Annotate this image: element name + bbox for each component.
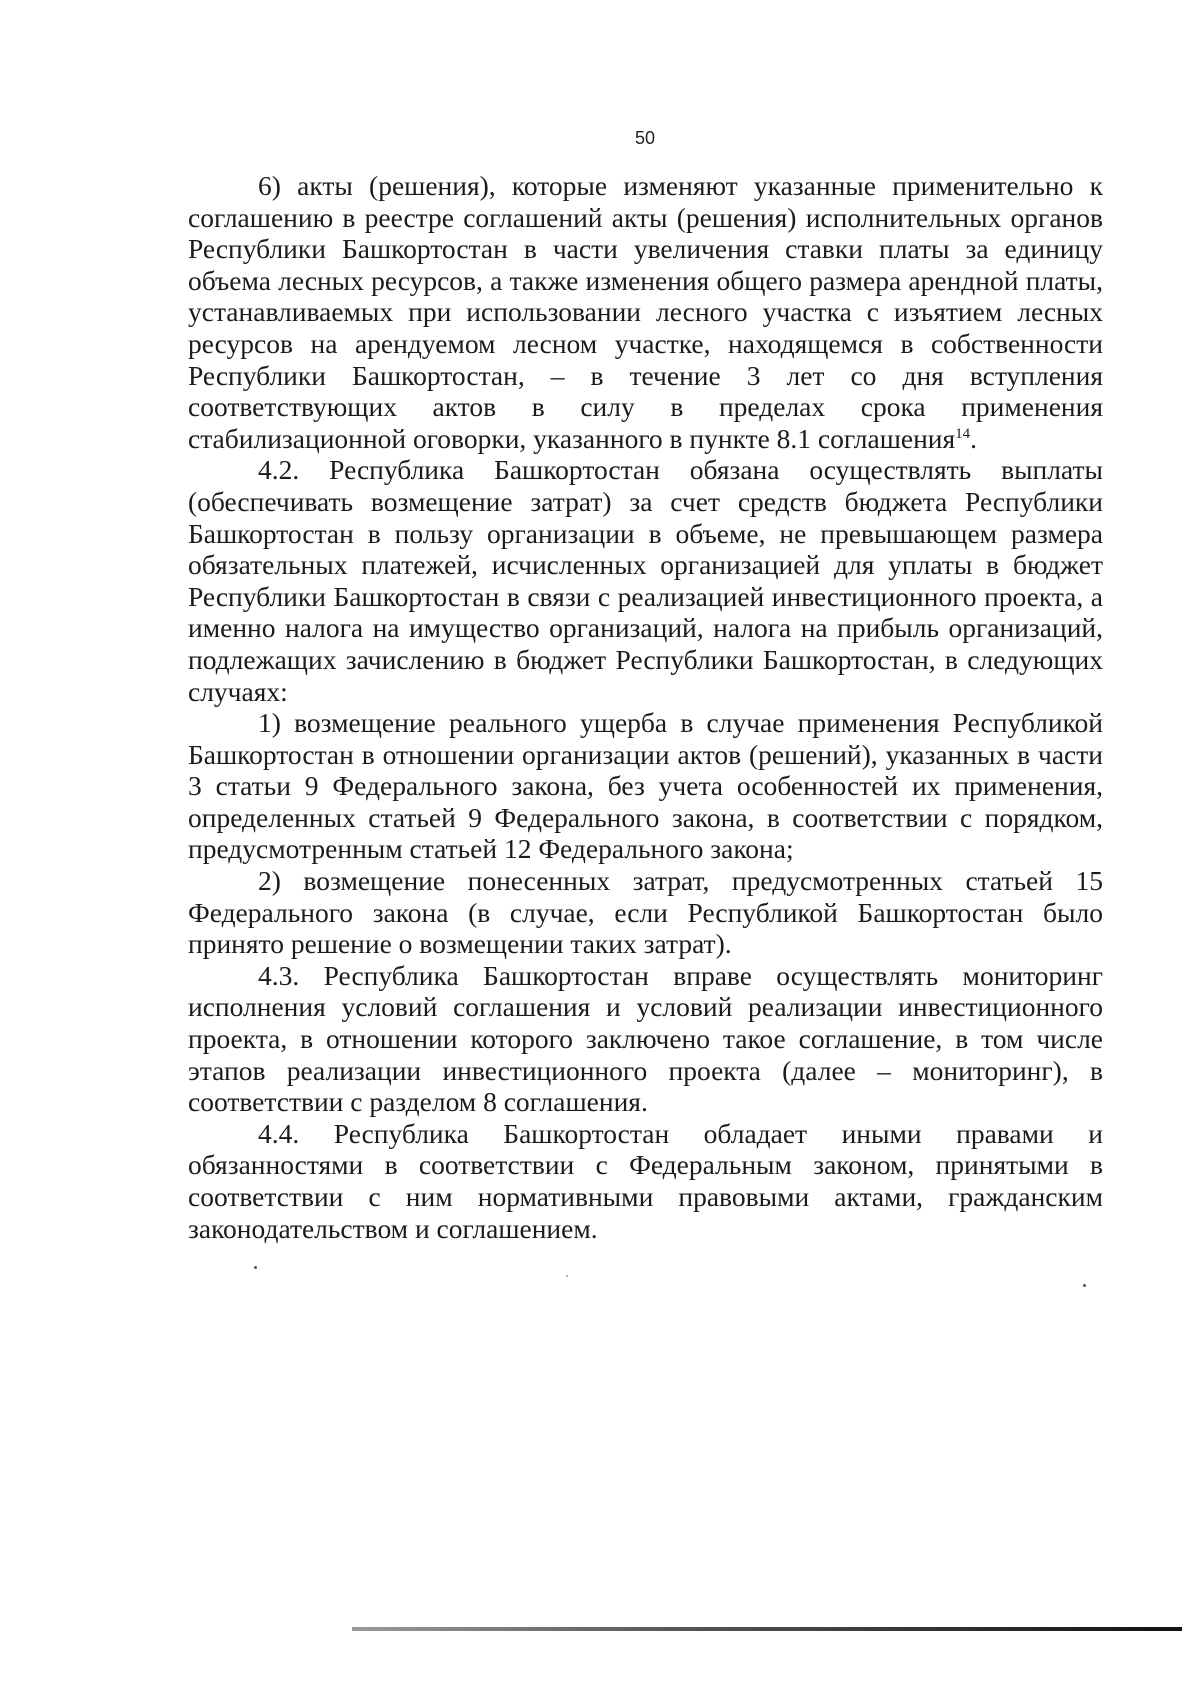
paragraph-4-2-item-1: 1) возмещение реального ущерба в случае применения Республикой Башкортостан в отношении организации актов (решений), указанных в части 3 статьи 9 Федерального закона, без учета особенностей их применения, определенных статьей 9 Федерального закона, в соответствии с порядком, предусмотренным статьей 12 Федерального закона; — [188, 707, 1103, 865]
paragraph-text: 6) акты (решения), которые изменяют указанные применительно к соглашению в реестре соглашений акты (решения) исполнительных органов Республики Башкортостан в части увеличения ставки платы за единицу объема лесных ресурсов, а также изменения общего размера арендной платы, устанавливаемых при использовании лесного участка с изъятием лесных ресурсов на арендуемом лесном участке, находящемся в собственности Республики Башкортостан, – в течение 3 лет со дня вступления соответствующих актов в силу в пределах срока применения стабилизационной оговорки, указанного в пункте 8.1 соглашения — [188, 170, 1103, 454]
footnote-marker: 14 — [955, 425, 971, 442]
paragraph-4-4: 4.4. Республика Башкортостан обладает иными правами и обязанностями в соответствии с Федеральным законом, принятыми в соответствии с ним нормативными правовыми актами, гражданским законодательством и соглашением. — [188, 1117, 1103, 1244]
scan-speck — [566, 1275, 568, 1277]
paragraph-tail: . — [970, 422, 978, 454]
bottom-rule — [352, 1627, 1182, 1631]
paragraph-item-6 — [188, 170, 1103, 454]
paragraph-4-2-item-2: 2) возмещение понесенных затрат, предусмотренных статьей 15 Федерального закона (в случае, если Республикой Башкортостан было принято решение о возмещении таких затрат). — [188, 865, 1103, 960]
scan-speck — [1083, 1284, 1086, 1287]
scan-speck — [254, 1266, 257, 1269]
page-number: 50 — [634, 128, 656, 148]
document-body — [188, 170, 1103, 1244]
paragraph-4-2: 4.2. Республика Башкортостан обязана осуществлять выплаты (обеспечивать возмещение затрат) за счет средств бюджета Республики Башкортостан в пользу организации в объеме, не превышающем размера обязательных платежей, исчисленных организацией для уплаты в бюджет Республики Башкортостан в связи с реализацией инвестиционного проекта, а именно налога на имущество организаций, налога на прибыль организаций, подлежащих зачислению в бюджет Республики Башкортостан, в следующих случаях: — [188, 454, 1103, 707]
paragraph-4-3: 4.3. Республика Башкортостан вправе осуществлять мониторинг исполнения условий соглашения и условий реализации инвестиционного проекта, в отношении которого заключено такое соглашение, в том числе этапов реализации инвестиционного проекта (далее – мониторинг), в соответствии с разделом 8 соглашения. — [188, 959, 1103, 1118]
